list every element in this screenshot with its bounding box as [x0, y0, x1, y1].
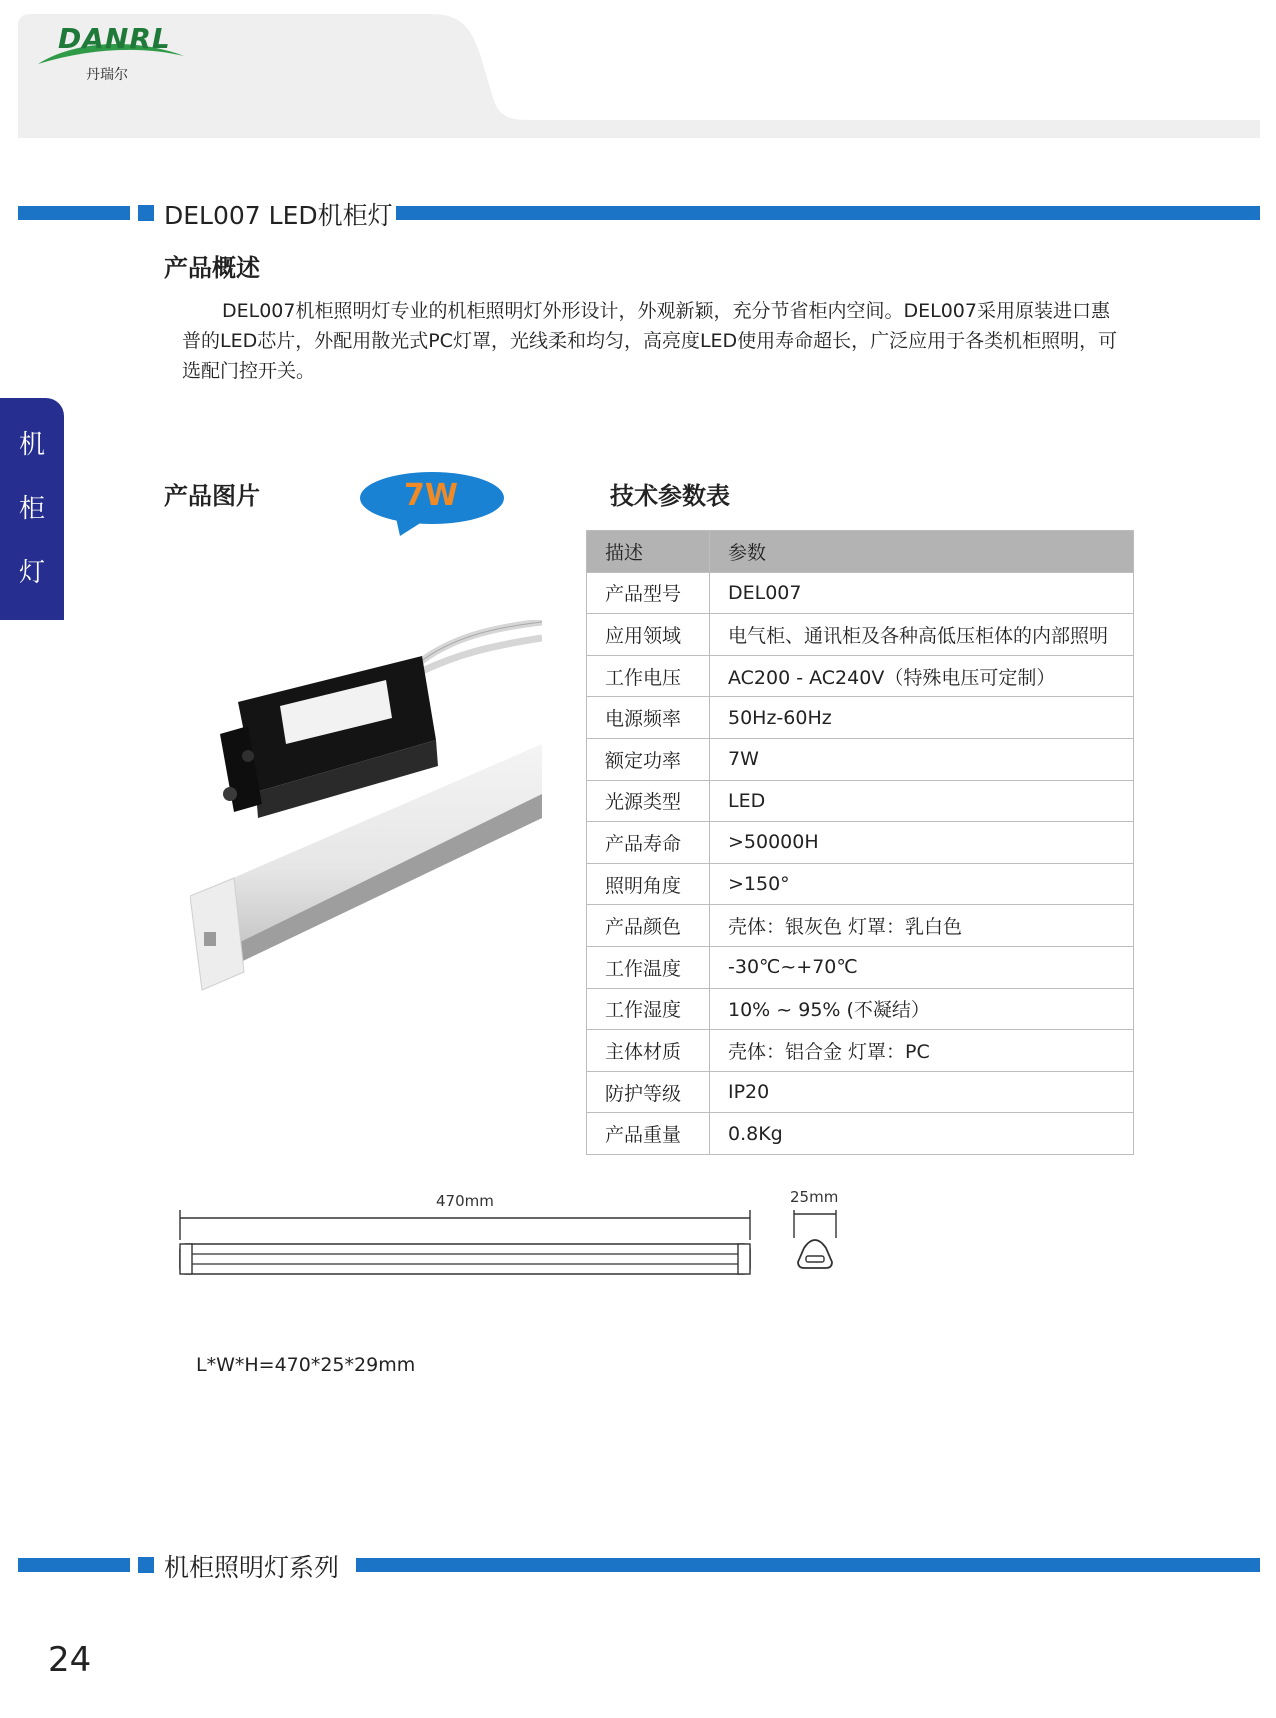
spec-table — [586, 530, 1134, 1155]
spec-key: 照明角度 — [587, 863, 710, 905]
table-row — [587, 863, 1134, 905]
product-photo — [190, 620, 542, 1006]
spec-key: 工作湿度 — [587, 988, 710, 1030]
image-heading: 产品图片 — [164, 482, 260, 510]
column-header: 参数 — [710, 531, 1134, 573]
logo-wordmark: DANRL — [58, 22, 171, 55]
section-bar-right — [396, 206, 1260, 220]
table-row — [587, 822, 1134, 864]
spec-value: 10% ~ 95% (不凝结） — [710, 988, 1134, 1030]
spec-key: 产品颜色 — [587, 905, 710, 947]
table-row — [587, 905, 1134, 947]
table-row — [587, 738, 1134, 780]
table-row — [587, 1113, 1134, 1155]
table-row — [587, 655, 1134, 697]
tube-length-drawing — [178, 1204, 754, 1282]
spec-value: DEL007 — [710, 572, 1134, 614]
spec-key: 防护等级 — [587, 1071, 710, 1113]
spec-key: 产品型号 — [587, 572, 710, 614]
side-tab-char: 机 — [18, 430, 45, 460]
table-row — [587, 946, 1134, 988]
series-bar-square — [138, 1557, 154, 1573]
overview-heading: 产品概述 — [164, 254, 260, 282]
length-dimension-label: 470mm — [436, 1192, 494, 1210]
side-category-tab — [0, 398, 64, 620]
spec-value: -30℃~+70℃ — [710, 946, 1134, 988]
side-tab-char: 柜 — [18, 494, 45, 524]
table-row — [587, 1071, 1134, 1113]
spec-value: 电气柜、通讯柜及各种高低压柜体的内部照明 — [710, 614, 1134, 656]
spec-key: 主体材质 — [587, 1030, 710, 1072]
header-band — [18, 14, 1260, 138]
power-badge: 7W — [404, 478, 458, 513]
section-bar-left — [18, 206, 130, 220]
spec-value: 50Hz-60Hz — [710, 697, 1134, 739]
overview-text: DEL007机柜照明灯专业的机柜照明灯外形设计，外观新颖，充分节省柜内空间。DEL007采用原装进口惠普的LED芯片，外配用散光式PC灯罩，光线柔和均匀，高亮度LED使用寿命超长，广泛应用于各类机柜照明，可选配门控开关。 — [182, 300, 1118, 382]
table-row — [587, 1030, 1134, 1072]
table-row — [587, 572, 1134, 614]
series-bar-right — [356, 1558, 1260, 1572]
side-tab-char: 灯 — [18, 558, 45, 588]
series-title: 机柜照明灯系列 — [164, 1553, 340, 1582]
spec-key: 工作温度 — [587, 946, 710, 988]
logo-subtext: 丹瑞尔 — [86, 67, 128, 83]
spec-value: 7W — [710, 738, 1134, 780]
section-title: DEL007 LED机柜灯 — [164, 201, 393, 230]
spec-value: LED — [710, 780, 1134, 822]
spec-key: 产品重量 — [587, 1113, 710, 1155]
spec-key: 产品寿命 — [587, 822, 710, 864]
spec-value: 0.8Kg — [710, 1113, 1134, 1155]
series-bar-left — [18, 1558, 130, 1572]
spec-key: 应用领域 — [587, 614, 710, 656]
tube-cross-section-drawing — [790, 1208, 840, 1278]
spec-value: 壳体：银灰色 灯罩：乳白色 — [710, 905, 1134, 947]
spec-key: 电源频率 — [587, 697, 710, 739]
column-header: 描述 — [587, 531, 710, 573]
specs-heading: 技术参数表 — [610, 482, 730, 510]
section-bar-square — [138, 205, 154, 221]
spec-key: 工作电压 — [587, 655, 710, 697]
page-number: 24 — [48, 1640, 92, 1680]
width-dimension-label: 25mm — [790, 1188, 839, 1206]
dimensions-text: L*W*H=470*25*29mm — [196, 1354, 416, 1376]
table-row — [587, 988, 1134, 1030]
table-row — [587, 780, 1134, 822]
table-row — [587, 614, 1134, 656]
spec-value: >50000H — [710, 822, 1134, 864]
spec-value: IP20 — [710, 1071, 1134, 1113]
table-row — [587, 697, 1134, 739]
spec-value: >150° — [710, 863, 1134, 905]
spec-key: 光源类型 — [587, 780, 710, 822]
spec-value: 壳体：铝合金 灯罩：PC — [710, 1030, 1134, 1072]
spec-key: 额定功率 — [587, 738, 710, 780]
spec-value: AC200 - AC240V（特殊电压可定制） — [710, 655, 1134, 697]
table-header-row — [587, 531, 1134, 573]
